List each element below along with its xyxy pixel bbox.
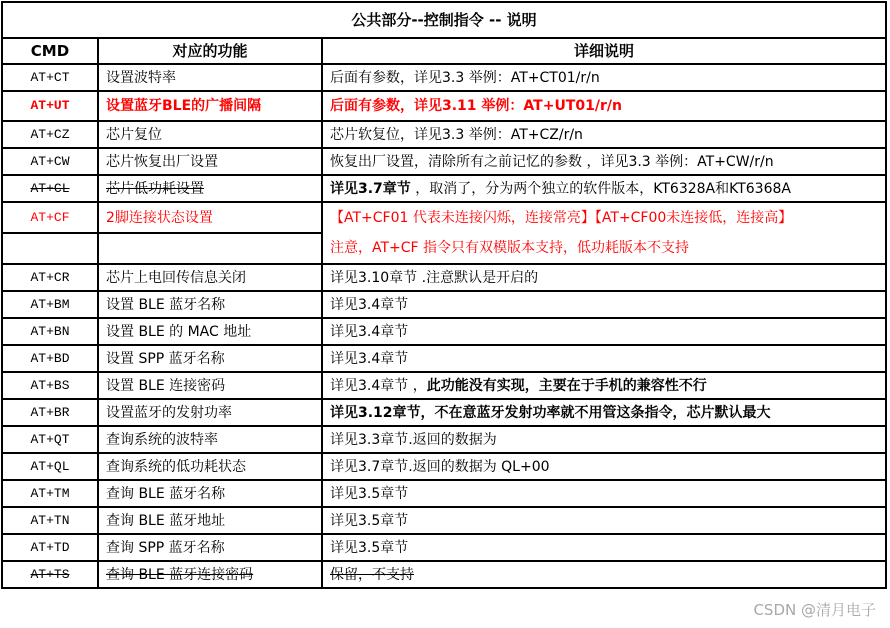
- table-row: [2, 202, 886, 233]
- desc-text: 芯片软复位，详见3.3 举例：AT+CZ/r/n: [330, 126, 583, 143]
- desc-text: 详见3.5章节: [330, 539, 409, 556]
- cmd-cell: AT+QT: [2, 426, 98, 453]
- desc-text: 后面有参数，详见3.11 举例：AT+UT01/r/n: [330, 98, 622, 114]
- cmd-cell: AT+TM: [2, 480, 98, 507]
- func-cell: 芯片恢复出厂设置: [98, 148, 322, 175]
- func-cell: 芯片复位: [98, 121, 322, 148]
- desc-bold-text: 此功能没有实现，主要在于手机的兼容性不行: [426, 377, 707, 394]
- table-row: [2, 291, 886, 318]
- table-row: [2, 507, 886, 534]
- desc-cell: [322, 264, 886, 291]
- desc-cell: [322, 202, 886, 264]
- table-row: [2, 121, 886, 148]
- desc-text: 恢复出厂设置，清除所有之前记忆的参数 ，详见3.3 举例：AT+CW/r/n: [330, 153, 774, 170]
- func-cell: 查询 BLE 蓝牙地址: [98, 507, 322, 534]
- table-row: [2, 426, 886, 453]
- table-row: [2, 91, 886, 121]
- desc-bold-text: 详见3.7章节: [330, 180, 411, 197]
- cmd-cell: AT+TD: [2, 534, 98, 561]
- header-func: 对应的功能: [98, 38, 322, 64]
- cmd-cell: AT+CR: [2, 264, 98, 291]
- cmd-cell: AT+TN: [2, 507, 98, 534]
- desc-cell: [322, 121, 886, 148]
- cmd-cell: AT+CW: [2, 148, 98, 175]
- desc-cell: [322, 372, 886, 399]
- table-row: [2, 64, 886, 91]
- func-cell: 设置 BLE 蓝牙名称: [98, 291, 322, 318]
- empty-cell: [98, 233, 322, 264]
- cmd-cell: AT+TS: [2, 561, 98, 588]
- desc-text: ，取消了，分为两个独立的软件版本，KT6328A和KT6368A: [410, 180, 791, 197]
- table-row: [2, 318, 886, 345]
- func-cell: 查询系统的低功耗状态: [98, 453, 322, 480]
- desc-text: 详见3.10章节 .注意默认是开启的: [330, 269, 539, 286]
- desc-cell: [322, 480, 886, 507]
- desc-cell: [322, 399, 886, 426]
- table-row: [2, 534, 886, 561]
- table-title: 公共部分--控制指令 -- 说明: [2, 2, 886, 38]
- func-cell: 查询 SPP 蓝牙名称: [98, 534, 322, 561]
- empty-cell: [2, 233, 98, 264]
- cmd-cell: AT+CZ: [2, 121, 98, 148]
- desc-text: 详见3.7章节.返回的数据为 QL+00: [330, 458, 550, 475]
- desc-text: 保留，不支持: [330, 566, 414, 583]
- cmd-cell: AT+BR: [2, 399, 98, 426]
- desc-cell: [322, 453, 886, 480]
- desc-bold-text: 详见3.12章节，不在意蓝牙发射功率就不用管这条指令，芯片默认最大: [330, 404, 771, 421]
- cmd-cell: AT+CL: [2, 175, 98, 202]
- desc-note: 注意，AT+CF 指令只有双模版本支持，低功耗版本不支持: [330, 240, 690, 256]
- cmd-cell: AT+CT: [2, 64, 98, 91]
- desc-cell: [322, 148, 886, 175]
- desc-cell: [322, 507, 886, 534]
- cmd-cell: AT+BS: [2, 372, 98, 399]
- cmd-cell: AT+QL: [2, 453, 98, 480]
- desc-cell: [322, 64, 886, 91]
- func-cell: 设置 BLE 的 MAC 地址: [98, 318, 322, 345]
- table-row: [2, 480, 886, 507]
- desc-cell: [322, 318, 886, 345]
- cmd-cell: AT+BN: [2, 318, 98, 345]
- table-row: [2, 372, 886, 399]
- cmd-cell: AT+BM: [2, 291, 98, 318]
- desc-cell: [322, 345, 886, 372]
- desc-text: 【AT+CF01 代表未连接闪烁，连接常亮】【AT+CF00未连接低，连接高】: [330, 210, 793, 226]
- desc-text: 详见3.4章节 ，: [330, 377, 427, 394]
- desc-cell: [322, 91, 886, 121]
- table-row: [2, 453, 886, 480]
- desc-text: 详见3.3章节.返回的数据为: [330, 431, 497, 448]
- desc-cell: [322, 426, 886, 453]
- header-cmd: CMD: [2, 38, 98, 64]
- table-row: [2, 264, 886, 291]
- func-cell: 查询 BLE 蓝牙名称: [98, 480, 322, 507]
- desc-text: 详见3.4章节: [330, 323, 409, 340]
- func-cell: 设置 BLE 连接密码: [98, 372, 322, 399]
- func-cell: 芯片低功耗设置: [98, 175, 322, 202]
- func-cell: 设置蓝牙的发射功率: [98, 399, 322, 426]
- func-cell: 设置波特率: [98, 64, 322, 91]
- desc-text: 详见3.5章节: [330, 512, 409, 529]
- desc-text: 后面有参数，详见3.3 举例：AT+CT01/r/n: [330, 69, 600, 86]
- func-cell: 2脚连接状态设置: [98, 202, 322, 233]
- watermark: CSDN @清月电子: [753, 601, 876, 619]
- desc-cell: [322, 291, 886, 318]
- func-cell: 查询 BLE 蓝牙连接密码: [98, 561, 322, 588]
- desc-text: 详见3.4章节: [330, 296, 409, 313]
- table-row: [2, 399, 886, 426]
- table-row: [2, 561, 886, 588]
- desc-cell: [322, 534, 886, 561]
- desc-cell: [322, 561, 886, 588]
- func-cell: 设置 SPP 蓝牙名称: [98, 345, 322, 372]
- table-row: [2, 148, 886, 175]
- header-desc: 详细说明: [322, 38, 886, 64]
- table-row: [2, 345, 886, 372]
- table-row: [2, 175, 886, 202]
- cmd-cell: AT+UT: [2, 91, 98, 121]
- command-table: [1, 1, 887, 589]
- desc-cell: [322, 175, 886, 202]
- func-cell: 查询系统的波特率: [98, 426, 322, 453]
- cmd-cell: AT+BD: [2, 345, 98, 372]
- desc-text: 详见3.4章节: [330, 350, 409, 367]
- func-cell: 芯片上电回传信息关闭: [98, 264, 322, 291]
- func-cell: 设置蓝牙BLE的广播间隔: [98, 91, 322, 121]
- cmd-cell: AT+CF: [2, 202, 98, 233]
- desc-text: 详见3.5章节: [330, 485, 409, 502]
